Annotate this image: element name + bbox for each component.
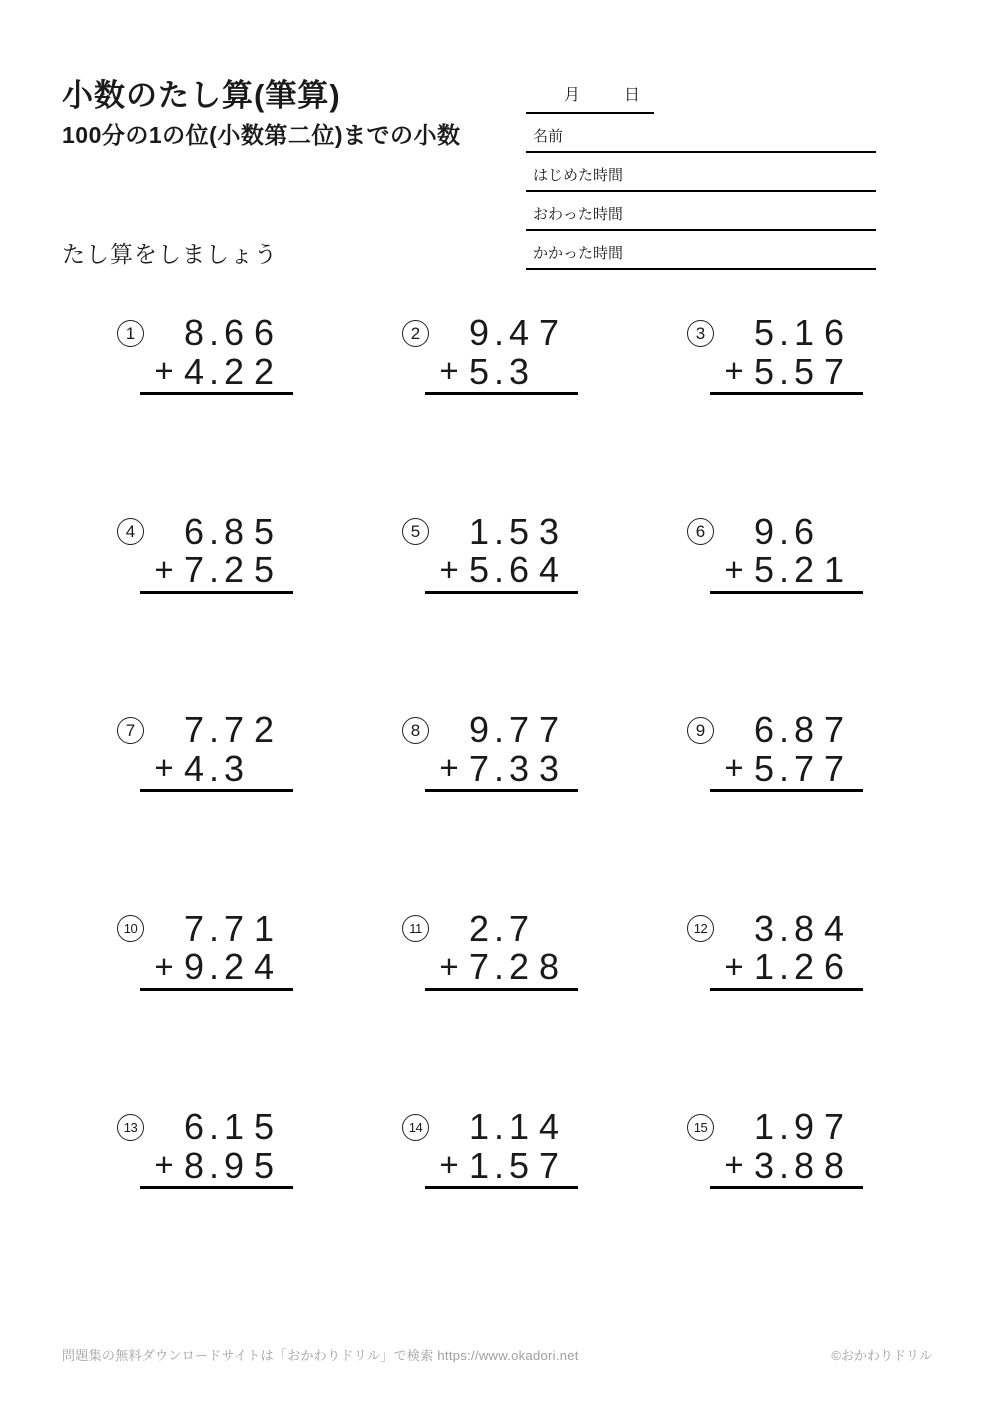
answer-line bbox=[140, 392, 293, 395]
digit: 4 bbox=[538, 549, 560, 590]
answer-line bbox=[140, 591, 293, 594]
digit: 5 bbox=[468, 549, 490, 590]
footer-copyright: ©おかわりドリル bbox=[831, 1348, 932, 1363]
digit: 6 bbox=[223, 312, 245, 353]
decimal-point: . bbox=[494, 946, 505, 987]
decimal-point: . bbox=[494, 1144, 505, 1186]
answer-line bbox=[140, 988, 293, 991]
answer-line bbox=[425, 988, 578, 991]
problems-grid bbox=[117, 314, 972, 1307]
problem-15 bbox=[687, 1108, 867, 1307]
decimal-point: . bbox=[494, 907, 505, 949]
digit: 8 bbox=[793, 709, 815, 750]
digit: 5 bbox=[753, 549, 775, 590]
decimal-point: . bbox=[209, 907, 220, 949]
problem-14 bbox=[402, 1108, 582, 1307]
digit: 1 bbox=[793, 312, 815, 353]
decimal-point: . bbox=[209, 312, 220, 353]
digit: 7 bbox=[538, 709, 560, 750]
bottom-operand bbox=[749, 551, 849, 589]
plus-operator: + bbox=[154, 352, 174, 389]
top-operand bbox=[749, 907, 849, 949]
digit: 7 bbox=[823, 747, 845, 789]
answer-line bbox=[140, 1186, 293, 1189]
problem-5 bbox=[402, 510, 582, 712]
decimal-point: . bbox=[209, 747, 220, 789]
digit: 7 bbox=[508, 709, 530, 750]
digit: 5 bbox=[253, 1106, 275, 1147]
decimal-point: . bbox=[209, 1144, 220, 1186]
name-field bbox=[526, 114, 876, 153]
problem-number-badge: 5 bbox=[402, 518, 429, 545]
answer-line bbox=[710, 988, 863, 991]
digit: 9 bbox=[223, 1144, 245, 1186]
problem-number-badge: 8 bbox=[402, 717, 429, 744]
problem-7 bbox=[117, 711, 297, 910]
end-time-field bbox=[526, 192, 876, 231]
digit: 1 bbox=[508, 1106, 530, 1147]
digit: 6 bbox=[823, 312, 845, 353]
decimal-point: . bbox=[209, 350, 220, 392]
digit: 1 bbox=[753, 946, 775, 987]
answer-line bbox=[710, 1186, 863, 1189]
digit: 2 bbox=[223, 350, 245, 392]
problem-1 bbox=[117, 314, 297, 513]
decimal-point: . bbox=[779, 1144, 790, 1186]
problem-number-badge: 11 bbox=[402, 915, 429, 942]
decimal-point: . bbox=[494, 709, 505, 750]
top-operand bbox=[179, 510, 279, 552]
bottom-operand bbox=[179, 948, 279, 986]
problem-9 bbox=[687, 711, 867, 910]
answer-line bbox=[710, 591, 863, 594]
problem-number-badge: 3 bbox=[687, 320, 714, 347]
digit: 5 bbox=[753, 350, 775, 392]
problem-number-badge: 1 bbox=[117, 320, 144, 347]
problem-number-badge: 15 bbox=[687, 1114, 714, 1141]
plus-operator: + bbox=[439, 947, 459, 985]
decimal-point: . bbox=[779, 1106, 790, 1147]
elapsed-time-label: かかった時間 bbox=[533, 245, 624, 262]
digit: 3 bbox=[753, 907, 775, 949]
plus-operator: + bbox=[724, 550, 744, 588]
decimal-point: . bbox=[209, 709, 220, 750]
digit: 5 bbox=[793, 350, 815, 392]
problem-3 bbox=[687, 314, 867, 513]
decimal-point: . bbox=[779, 907, 790, 949]
digit: 6 bbox=[793, 510, 815, 552]
problem-11 bbox=[402, 907, 582, 1109]
digit: 7 bbox=[823, 709, 845, 750]
digit: 2 bbox=[508, 946, 530, 987]
digit: 8 bbox=[223, 510, 245, 552]
decimal-point: . bbox=[494, 312, 505, 353]
digit: 1 bbox=[468, 1144, 490, 1186]
digit: 3 bbox=[538, 747, 560, 789]
digit: 9 bbox=[753, 510, 775, 552]
instruction-text: たし算をしましょう bbox=[62, 241, 278, 267]
top-operand bbox=[749, 314, 849, 352]
decimal-point: . bbox=[779, 549, 790, 590]
digit: 1 bbox=[753, 1106, 775, 1147]
top-operand bbox=[749, 1108, 849, 1146]
decimal-point: . bbox=[779, 350, 790, 392]
digit: 2 bbox=[793, 946, 815, 987]
bottom-operand bbox=[464, 1144, 564, 1186]
top-operand bbox=[464, 314, 564, 352]
digit: 4 bbox=[538, 1106, 560, 1147]
digit: 8 bbox=[183, 1144, 205, 1186]
digit: 7 bbox=[538, 1144, 560, 1186]
digit: 4 bbox=[253, 946, 275, 987]
problem-number-badge: 7 bbox=[117, 717, 144, 744]
answer-line bbox=[140, 789, 293, 792]
digit: 2 bbox=[253, 350, 275, 392]
digit: 6 bbox=[183, 510, 205, 552]
problem-number-badge: 13 bbox=[117, 1114, 144, 1141]
digit: 7 bbox=[223, 907, 245, 949]
bottom-operand bbox=[179, 350, 279, 392]
digit: 3 bbox=[508, 747, 530, 789]
problem-13 bbox=[117, 1108, 297, 1307]
plus-operator: + bbox=[154, 1146, 174, 1183]
top-operand bbox=[464, 510, 564, 552]
decimal-point: . bbox=[494, 1106, 505, 1147]
problem-12 bbox=[687, 907, 867, 1109]
plus-operator: + bbox=[724, 1146, 744, 1183]
decimal-point: . bbox=[209, 946, 220, 987]
decimal-point: . bbox=[494, 350, 505, 392]
decimal-point: . bbox=[209, 1106, 220, 1147]
bottom-operand bbox=[179, 747, 249, 789]
decimal-point: . bbox=[494, 747, 505, 789]
plus-operator: + bbox=[724, 749, 744, 786]
digit: 8 bbox=[823, 1144, 845, 1186]
problem-number-badge: 10 bbox=[117, 915, 144, 942]
digit: 5 bbox=[253, 549, 275, 590]
digit: 7 bbox=[468, 946, 490, 987]
decimal-point: . bbox=[209, 549, 220, 590]
digit: 7 bbox=[538, 312, 560, 353]
digit: 5 bbox=[468, 350, 490, 392]
digit: 4 bbox=[823, 907, 845, 949]
digit: 6 bbox=[253, 312, 275, 353]
bottom-operand bbox=[749, 1144, 849, 1186]
problem-8 bbox=[402, 711, 582, 910]
digit: 2 bbox=[223, 549, 245, 590]
top-operand bbox=[749, 510, 819, 552]
digit: 5 bbox=[753, 747, 775, 789]
digit: 5 bbox=[253, 510, 275, 552]
top-operand bbox=[749, 711, 849, 749]
digit: 1 bbox=[468, 1106, 490, 1147]
digit: 1 bbox=[468, 510, 490, 552]
digit: 3 bbox=[538, 510, 560, 552]
end-time-label: おわった時間 bbox=[533, 206, 623, 223]
digit: 4 bbox=[183, 747, 205, 789]
problem-number-badge: 14 bbox=[402, 1114, 429, 1141]
digit: 5 bbox=[508, 510, 530, 552]
bottom-operand bbox=[179, 551, 279, 589]
digit: 3 bbox=[753, 1144, 775, 1186]
digit: 3 bbox=[223, 747, 245, 789]
digit: 7 bbox=[183, 549, 205, 590]
digit: 2 bbox=[468, 907, 490, 949]
problem-number-badge: 6 bbox=[687, 518, 714, 545]
decimal-point: . bbox=[494, 549, 505, 590]
name-date-form bbox=[526, 82, 876, 270]
plus-operator: + bbox=[154, 550, 174, 588]
problem-number-badge: 4 bbox=[117, 518, 144, 545]
date-field bbox=[526, 82, 654, 114]
bottom-operand bbox=[464, 948, 564, 986]
bottom-operand bbox=[464, 350, 534, 392]
digit: 7 bbox=[468, 747, 490, 789]
plus-operator: + bbox=[439, 352, 459, 389]
digit: 6 bbox=[508, 549, 530, 590]
digit: 7 bbox=[823, 350, 845, 392]
digit: 1 bbox=[223, 1106, 245, 1147]
top-operand bbox=[464, 1108, 564, 1146]
digit: 5 bbox=[508, 1144, 530, 1186]
digit: 6 bbox=[753, 709, 775, 750]
digit: 9 bbox=[468, 312, 490, 353]
digit: 9 bbox=[793, 1106, 815, 1147]
digit: 1 bbox=[823, 549, 845, 590]
start-time-label: はじめた時間 bbox=[533, 167, 624, 184]
answer-line bbox=[710, 789, 863, 792]
digit: 8 bbox=[183, 312, 205, 353]
day-label: 日 bbox=[624, 87, 641, 104]
digit: 8 bbox=[793, 907, 815, 949]
digit: 9 bbox=[183, 946, 205, 987]
digit: 1 bbox=[253, 907, 275, 949]
digit: 6 bbox=[823, 946, 845, 987]
plus-operator: + bbox=[154, 947, 174, 985]
digit: 8 bbox=[793, 1144, 815, 1186]
bottom-operand bbox=[749, 948, 849, 986]
decimal-point: . bbox=[779, 510, 790, 552]
digit: 7 bbox=[508, 907, 530, 949]
digit: 5 bbox=[253, 1144, 275, 1186]
answer-line bbox=[425, 1186, 578, 1189]
answer-line bbox=[710, 392, 863, 395]
footer-site-note: 問題集の無料ダウンロードサイトは「おかわりドリル」で検索 https://www.okadori.net bbox=[62, 1348, 579, 1363]
top-operand bbox=[464, 907, 534, 949]
answer-line bbox=[425, 789, 578, 792]
problem-number-badge: 12 bbox=[687, 915, 714, 942]
plus-operator: + bbox=[439, 550, 459, 588]
digit: 7 bbox=[183, 709, 205, 750]
digit: 9 bbox=[468, 709, 490, 750]
problem-2 bbox=[402, 314, 582, 513]
bottom-operand bbox=[749, 747, 849, 789]
digit: 4 bbox=[183, 350, 205, 392]
top-operand bbox=[179, 907, 279, 949]
problem-4 bbox=[117, 510, 297, 712]
digit: 4 bbox=[508, 312, 530, 353]
plus-operator: + bbox=[439, 749, 459, 786]
plus-operator: + bbox=[724, 947, 744, 985]
digit: 2 bbox=[223, 946, 245, 987]
decimal-point: . bbox=[209, 510, 220, 552]
start-time-field bbox=[526, 153, 876, 192]
digit: 2 bbox=[253, 709, 275, 750]
decimal-point: . bbox=[779, 312, 790, 353]
decimal-point: . bbox=[779, 709, 790, 750]
problem-number-badge: 2 bbox=[402, 320, 429, 347]
top-operand bbox=[179, 711, 279, 749]
problem-6 bbox=[687, 510, 867, 712]
answer-line bbox=[425, 392, 578, 395]
month-label: 月 bbox=[564, 87, 581, 104]
decimal-point: . bbox=[779, 946, 790, 987]
digit: 7 bbox=[793, 747, 815, 789]
decimal-point: . bbox=[779, 747, 790, 789]
bottom-operand bbox=[179, 1144, 279, 1186]
answer-line bbox=[425, 591, 578, 594]
bottom-operand bbox=[464, 747, 564, 789]
bottom-operand bbox=[464, 551, 564, 589]
problem-number-badge: 9 bbox=[687, 717, 714, 744]
plus-operator: + bbox=[439, 1146, 459, 1183]
decimal-point: . bbox=[494, 510, 505, 552]
elapsed-time-field bbox=[526, 231, 876, 270]
bottom-operand bbox=[749, 350, 849, 392]
top-operand bbox=[179, 314, 279, 352]
digit: 6 bbox=[183, 1106, 205, 1147]
digit: 7 bbox=[223, 709, 245, 750]
digit: 8 bbox=[538, 946, 560, 987]
digit: 3 bbox=[508, 350, 530, 392]
plus-operator: + bbox=[154, 749, 174, 786]
digit: 5 bbox=[753, 312, 775, 353]
page-subtitle: 100分の1の位(小数第二位)までの小数 bbox=[62, 122, 461, 148]
digit: 7 bbox=[183, 907, 205, 949]
problem-10 bbox=[117, 907, 297, 1109]
page-title: 小数のたし算(筆算) bbox=[62, 78, 341, 113]
digit: 7 bbox=[823, 1106, 845, 1147]
plus-operator: + bbox=[724, 352, 744, 389]
top-operand bbox=[179, 1108, 279, 1146]
name-label: 名前 bbox=[533, 128, 564, 145]
digit: 2 bbox=[793, 549, 815, 590]
top-operand bbox=[464, 711, 564, 749]
